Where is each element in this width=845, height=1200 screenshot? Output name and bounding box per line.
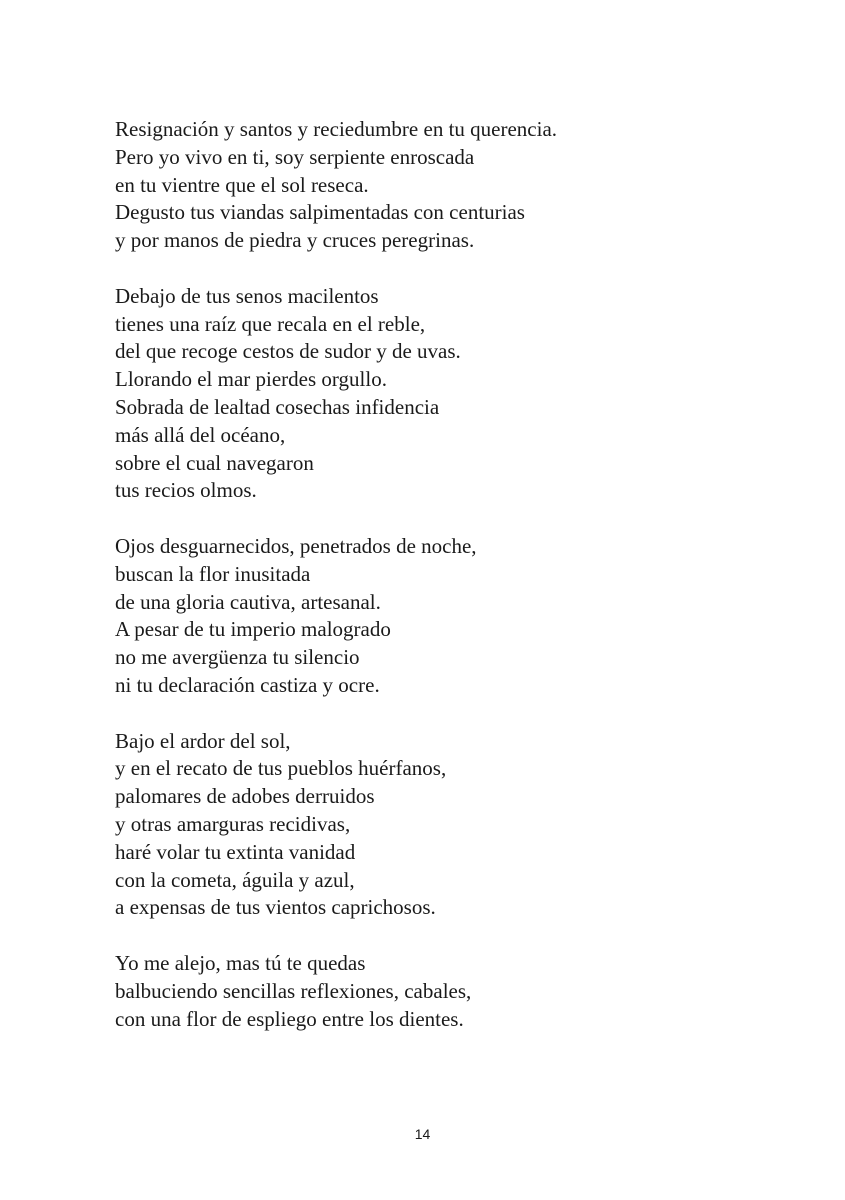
poem-line: Llorando el mar pierdes orgullo. <box>115 367 387 392</box>
poem-line: Yo me alejo, mas tú te quedas <box>115 950 366 975</box>
page-number: 14 <box>414 1126 431 1142</box>
poem-line: Resignación y santos y reciedumbre en tu querencia. <box>115 117 558 141</box>
poem-line: con la cometa, águila y azul, <box>115 867 355 892</box>
poem-line: balbuciendo sencillas reflexiones, cabales, <box>115 978 472 1003</box>
poem-line: con una flor de espliego entre los dientes. <box>115 1006 464 1031</box>
poem-line: sobre el cual navegaron <box>115 450 314 475</box>
stanza-5 <box>115 950 795 1033</box>
poem-line: y por manos de piedra y cruces peregrinas. <box>115 228 475 253</box>
poem-line: Debajo de tus senos macilentos <box>115 283 379 308</box>
poem-line: de una gloria cautiva, artesanal. <box>115 589 381 614</box>
stanza-1 <box>115 116 795 255</box>
poem-line: Pero yo vivo en ti, soy serpiente enroscada <box>115 144 475 169</box>
poem-line: A pesar de tu imperio malogrado <box>115 617 391 642</box>
poem-line: Bajo el ardor del sol, <box>115 728 291 753</box>
poem-line: Degusto tus viandas salpimentadas con centurias <box>115 200 525 225</box>
poem-line: del que recoge cestos de sudor y de uvas. <box>115 339 461 364</box>
poem-line: no me avergüenza tu silencio <box>115 645 360 670</box>
poem-line: Sobrada de lealtad cosechas infidencia <box>115 394 440 419</box>
stanza-2 <box>115 283 795 505</box>
poem-line: tienes una raíz que recala en el reble, <box>115 311 426 336</box>
stanza-4 <box>115 728 795 923</box>
poem-line: en tu vientre que el sol reseca. <box>115 172 369 197</box>
poem-line: haré volar tu extinta vanidad <box>115 839 356 864</box>
poem-line: y en el recato de tus pueblos huérfanos, <box>115 756 447 781</box>
poem-line: buscan la flor inusitada <box>115 561 311 586</box>
poem-line: palomares de adobes derruidos <box>115 784 375 809</box>
poem-line: Ojos desguarnecidos, penetrados de noche, <box>115 533 477 558</box>
poem-body <box>115 116 795 1033</box>
poem-line: más allá del océano, <box>115 422 286 447</box>
stanza-3 <box>115 533 795 700</box>
poem-line: tus recios olmos. <box>115 478 257 503</box>
poem-line: a expensas de tus vientos caprichosos. <box>115 895 436 920</box>
poem-line: y otras amarguras recidivas, <box>115 811 351 836</box>
poem-line: ni tu declaración castiza y ocre. <box>115 672 380 697</box>
